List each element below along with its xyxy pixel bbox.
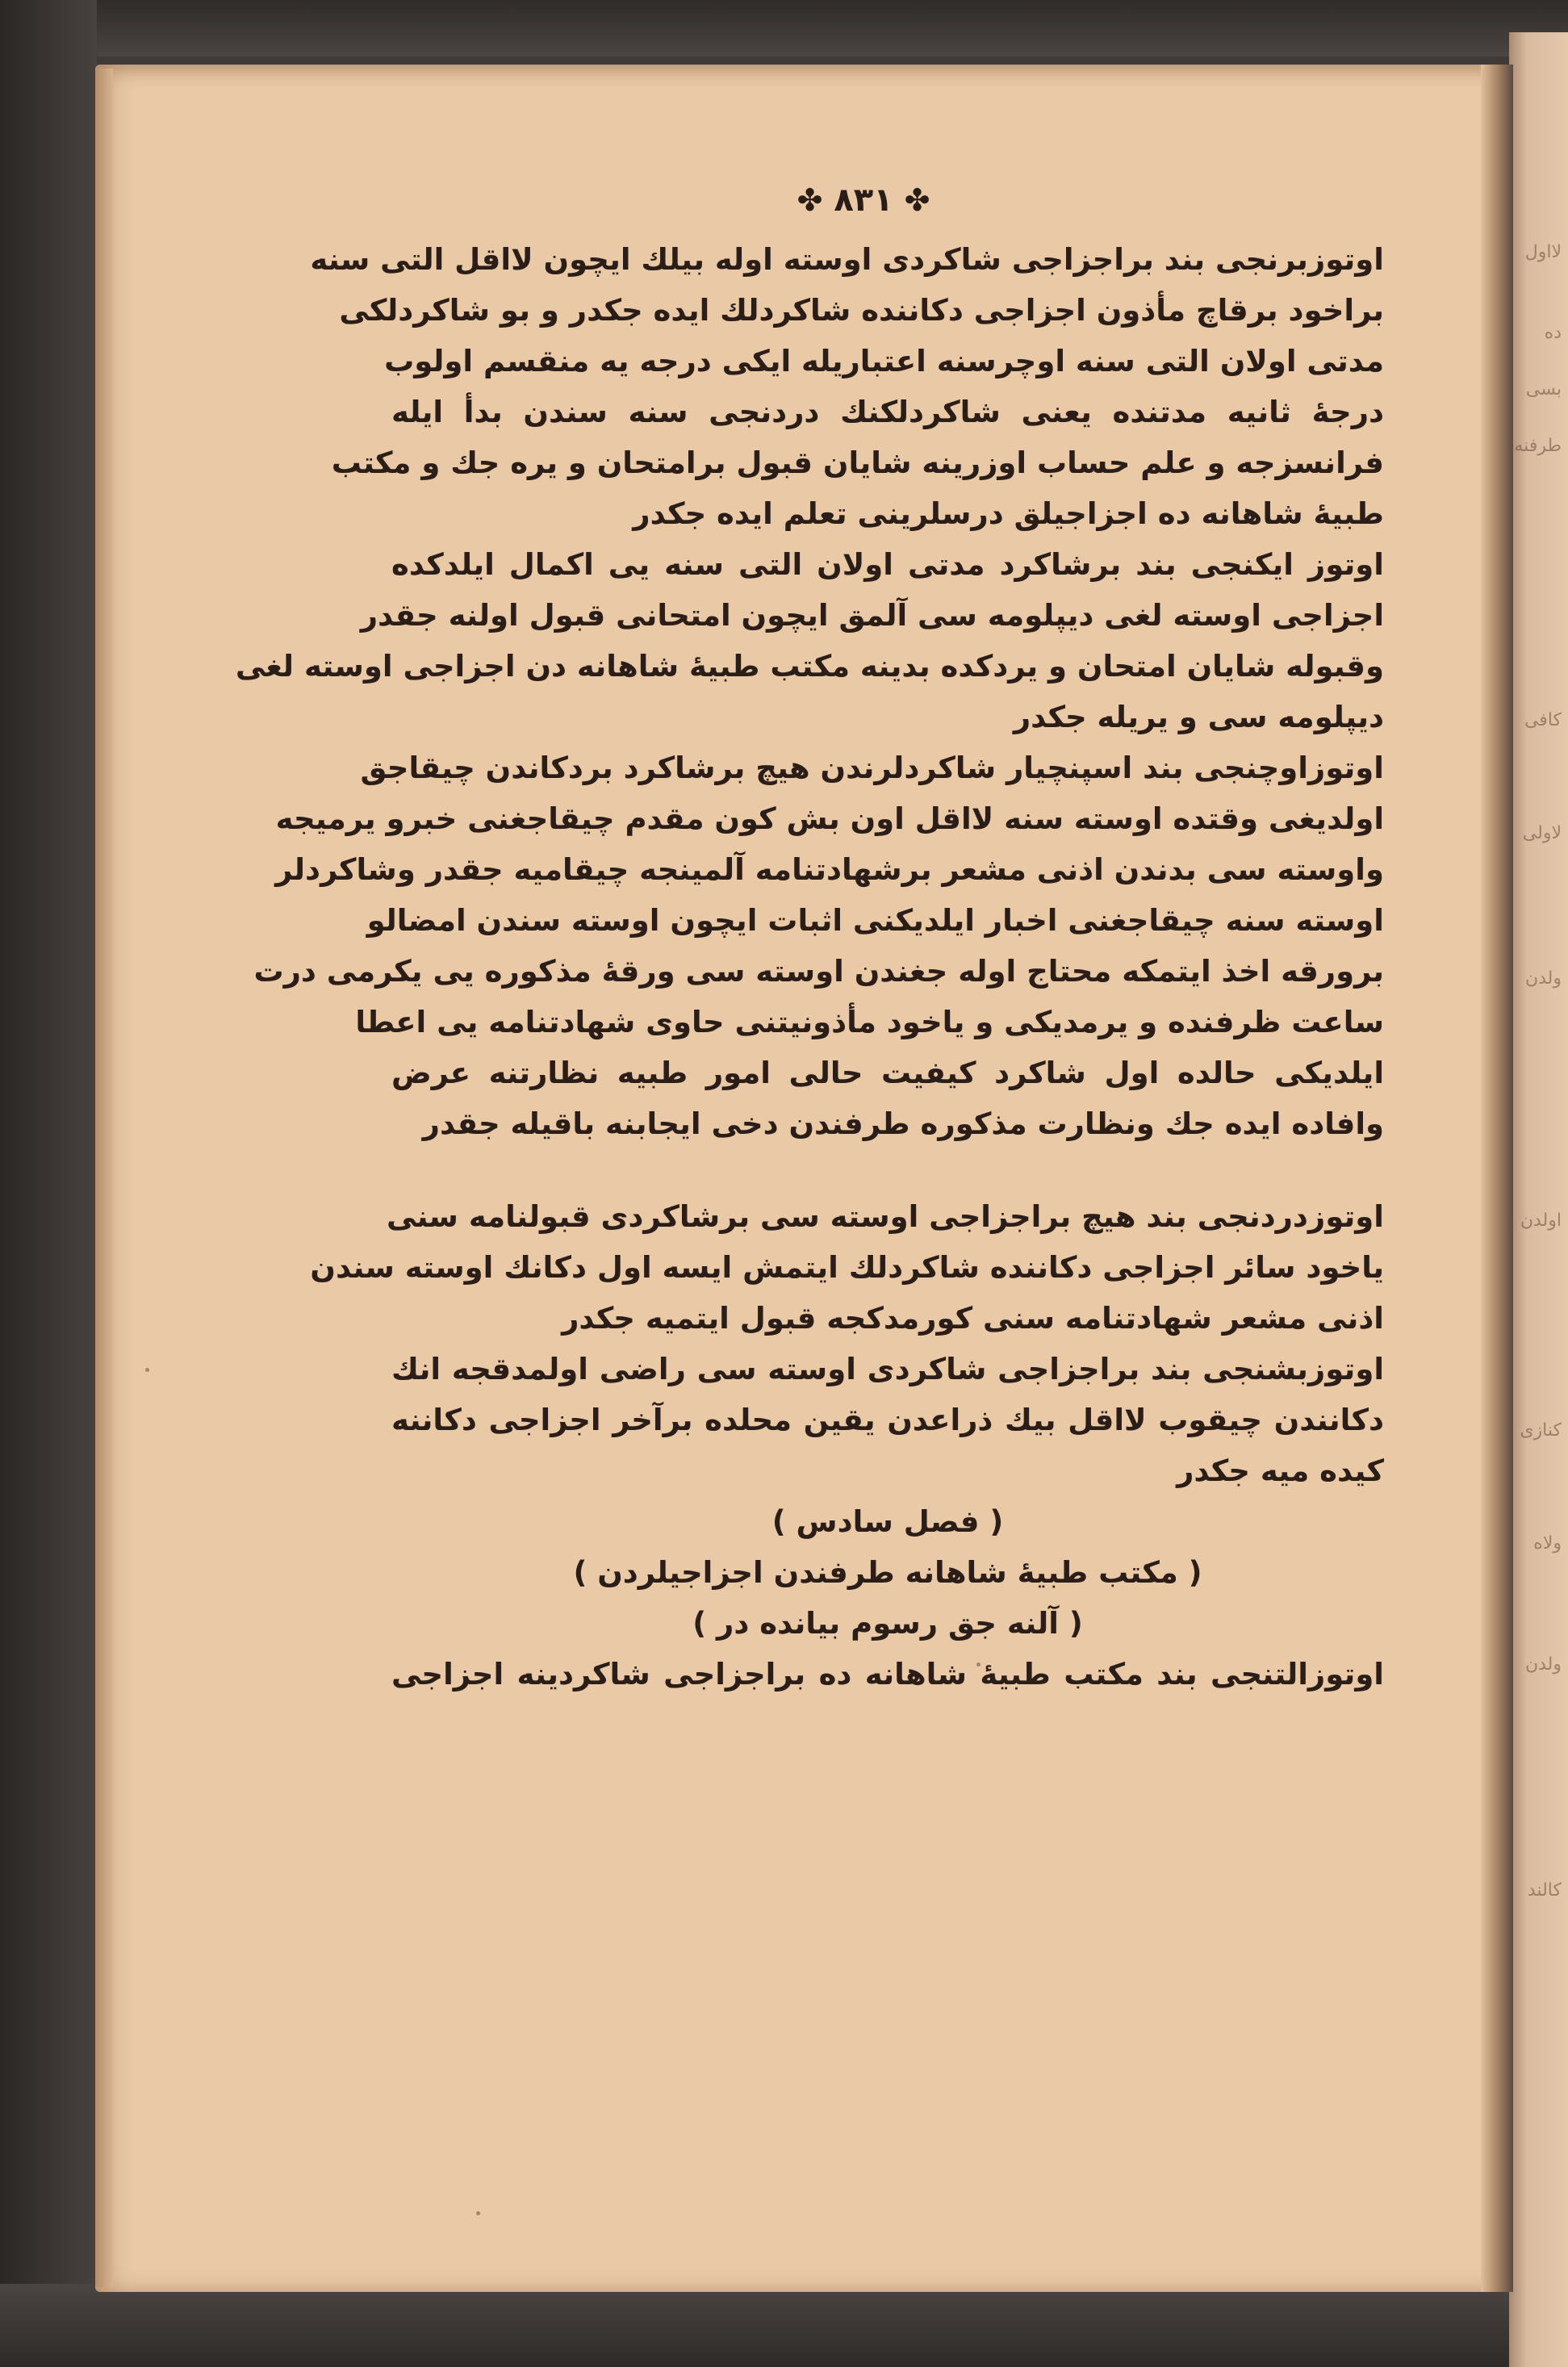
section-heading xyxy=(391,1496,1384,1649)
text-line: یاخود سائر اجزاجی دکاننده شاکردلك ایتمش ایسه اول دکانك اوسته سندن xyxy=(310,1250,1384,1285)
text-line: دیپلومه سی و یریله جکدر xyxy=(1013,700,1384,734)
page-number: ٨٣١ xyxy=(834,182,893,219)
text-line: اجزاجی اوسته لغی دیپلومه سی آلمق ایچون امتحانی قبول اولنه جقدر xyxy=(360,598,1384,633)
text-line: براخود برقاچ مأذون اجزاجی دکاننده شاکردلك ایده جکدر و بو شاکردلکی xyxy=(339,293,1384,328)
page-edge xyxy=(95,69,113,2288)
page-body xyxy=(235,234,1384,1700)
adjacent-page-fragment: ولدن xyxy=(1524,968,1562,989)
text-line: ایلدیکی حالده اول شاکرد کیفیت حالی امور طبیه نظارتنه عرض xyxy=(391,1056,1384,1090)
adjacent-page-fragment: کنازی xyxy=(1520,1420,1562,1441)
adjacent-page-fragment: کافی xyxy=(1524,710,1562,730)
paper-speck xyxy=(145,1368,149,1372)
text-line: واوسته سی بدندن اذنی مشعر برشهادتنامه آلمینجه چیقامیه جقدر وشاکردلر xyxy=(275,852,1384,887)
adjacent-page-fragment: ولدن xyxy=(1524,1654,1562,1675)
text-line: مدتی اولان التی سنه اوچرسنه اعتباریله ایکی درجه یه منقسم اولوب xyxy=(384,344,1384,378)
article-34 xyxy=(310,1191,1384,1344)
adjacent-page-fragment: ده xyxy=(1544,323,1562,343)
adjacent-page-fragment: لااول xyxy=(1524,242,1562,262)
text-line: اولدیغی وقتده اوسته سنه لااقل اون بش کون مقدم چیقاجغنی خبرو یرمیجه xyxy=(275,801,1384,836)
scan-border-bottom xyxy=(0,2284,1568,2367)
chapter-subtitle: ( آلنه جق رسوم بیانده در ) xyxy=(692,1606,1083,1641)
text-line: برورقه اخذ ایتمکه محتاج اوله جغندن اوسته سی ورقهٔ مذکوره یی یکرمی درت xyxy=(253,954,1384,989)
adjacent-page-fragment: لاولی xyxy=(1522,823,1562,843)
adjacent-page-fragment: بسی xyxy=(1525,379,1562,399)
text-line: کیده میه جکدر xyxy=(1177,1453,1384,1488)
page-header xyxy=(767,176,960,224)
article-33 xyxy=(253,742,1384,1149)
text-line: فرانسزجه و علم حساب اوزرینه شایان قبول برامتحان و یره جك و مکتب xyxy=(331,445,1384,480)
text-line: اوسته سنه چیقاجغنی اخبار ایلدیکنی اثبات ایچون اوسته سندن امضالو xyxy=(366,903,1384,938)
text-line: اوتوزدردنجی بند هیچ براجزاجی اوسته سی برشاکردی قبولنامه سنی xyxy=(387,1199,1384,1234)
article-35 xyxy=(391,1344,1384,1496)
adjacent-page-fragment: ولاه xyxy=(1533,1533,1562,1554)
text-line: اوتوزالتنجی بند مکتب طبیهٔ شاهانه ده براجزاجی شاکردینه اجزاجی xyxy=(391,1657,1384,1692)
text-line: طبیهٔ شاهانه ده اجزاجیلق درسلرینی تعلم ایده جکدر xyxy=(633,496,1384,531)
text-line: اوتوز ایکنجی بند برشاکرد مدتی اولان التی سنه یی اکمال ایلدکده xyxy=(391,547,1384,582)
scan-border-top xyxy=(0,0,1568,56)
article-32 xyxy=(235,539,1384,742)
text-line: اذنی مشعر شهادتنامه سنی کورمدکجه قبول ایتمیه جکدر xyxy=(562,1301,1384,1336)
text-line: وافاده ایده جك ونظارت مذکوره طرفندن دخی ایجابنه باقیله جقدر xyxy=(422,1106,1384,1141)
text-line: اوتوزبشنجی بند براجزاجی شاکردی اوسته سی راضی اولمدقجه انك xyxy=(391,1352,1384,1386)
chapter-subtitle: ( مکتب طبیهٔ شاهانه طرفندن اجزاجیلردن ) xyxy=(573,1555,1202,1590)
adjacent-page-fragment: طرفنه xyxy=(1514,436,1562,456)
chapter-title: ( فصل سادس ) xyxy=(771,1504,1004,1539)
text-line: اوتوزبرنجی بند براجزاجی شاکردی اوسته اوله بیلك ایچون لااقل التی سنه xyxy=(310,242,1384,277)
adjacent-page-fragment: کالند xyxy=(1527,1880,1562,1901)
text-line: اوتوزاوچنجی بند اسپنچیار شاکردلرندن هیچ برشاکرد بردکاندن چیقاجق xyxy=(360,751,1384,785)
text-line: دکانندن چیقوب لااقل بیك ذراعدن یقین محلده برآخر اجزاجی دکاننه xyxy=(391,1403,1384,1437)
scan-border-left xyxy=(0,0,97,2367)
paper-speck xyxy=(476,2211,480,2215)
ornament-icon: ✤ xyxy=(797,182,823,218)
ornament-icon: ✤ xyxy=(904,182,930,218)
book-gutter xyxy=(1481,65,1513,2292)
text-line: درجهٔ ثانیه مدتنده یعنی شاکردلکنك دردنجی سنه سندن بدأ ایله xyxy=(391,395,1384,429)
text-line: ساعت ظرفنده و یرمدیکی و یاخود مأذونیتنی حاوی شهادتنامه یی اعطا xyxy=(355,1005,1384,1039)
article-31 xyxy=(310,234,1384,539)
adjacent-page-fragment: اولدن xyxy=(1520,1211,1562,1231)
text-line: وقبوله شایان امتحان و یردکده بدینه مکتب طبیهٔ شاهانه دن اجزاجی اوسته لغی xyxy=(235,649,1384,684)
paragraph-gap xyxy=(391,1149,1384,1191)
